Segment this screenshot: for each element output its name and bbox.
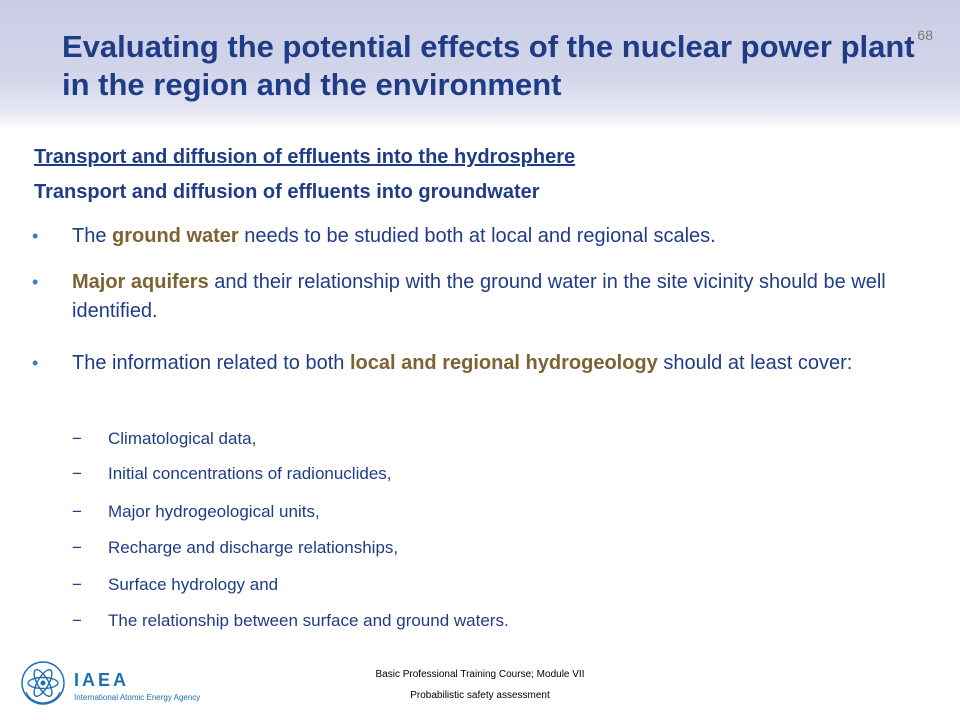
logo-subtext: International Atomic Energy Agency xyxy=(74,693,201,702)
bullet-text: and their relationship with the ground water in the site vicinity should be well identified. xyxy=(72,271,886,322)
dash-icon: − xyxy=(72,611,82,630)
dash-icon: − xyxy=(72,502,82,521)
dash-icon: − xyxy=(72,464,82,483)
sub-item xyxy=(72,610,509,632)
sub-item xyxy=(72,537,399,559)
bullet-item xyxy=(32,349,942,378)
bullet-highlight: Major aquifers xyxy=(72,271,209,293)
sub-item xyxy=(72,501,320,523)
dash-icon: − xyxy=(72,429,82,448)
slide-title: Evaluating the potential effects of the nuclear power plant in the region and the environment xyxy=(62,29,915,102)
sub-item-text: The relationship between surface and ground waters. xyxy=(108,611,509,630)
sub-item-text: Climatological data, xyxy=(108,429,257,448)
sub-item-text: Surface hydrology and xyxy=(108,575,279,594)
bullet-highlight: local and regional hydrogeology xyxy=(349,352,658,374)
bullet-text: should at least cover: xyxy=(657,352,853,374)
bullet-item xyxy=(32,222,942,251)
logo-text: IAEA xyxy=(74,670,130,690)
sub-item-text: Major hydrogeological units, xyxy=(108,502,320,521)
bullet-text: The information related to both xyxy=(72,352,350,374)
sub-item-text: Recharge and discharge relationships, xyxy=(108,538,399,557)
sub-item xyxy=(72,463,392,485)
dash-icon: − xyxy=(72,575,82,594)
sub-item xyxy=(72,428,257,450)
footer-course: Basic Professional Training Course; Module VII xyxy=(375,669,585,680)
bullet-dot-icon: • xyxy=(32,353,39,373)
slide-number: 68 xyxy=(917,27,933,43)
bullet-dot-icon: • xyxy=(32,272,39,292)
bullet-highlight: ground water xyxy=(112,225,239,247)
bullet-item xyxy=(32,268,942,326)
iaea-logo xyxy=(20,660,240,710)
dash-icon: − xyxy=(72,538,82,557)
sub-item xyxy=(72,574,279,596)
bullet-dot-icon: • xyxy=(32,226,39,246)
footer-topic: Probabilistic safety assessment xyxy=(410,690,550,701)
section-heading: Transport and diffusion of effluents into the hydrosphere xyxy=(34,146,576,168)
subsection-heading: Transport and diffusion of effluents into groundwater xyxy=(34,181,540,203)
bullet-text: needs to be studied both at local and regional scales. xyxy=(238,225,716,247)
sub-item-text: Initial concentrations of radionuclides, xyxy=(108,464,392,483)
bullet-text: The xyxy=(72,225,113,247)
